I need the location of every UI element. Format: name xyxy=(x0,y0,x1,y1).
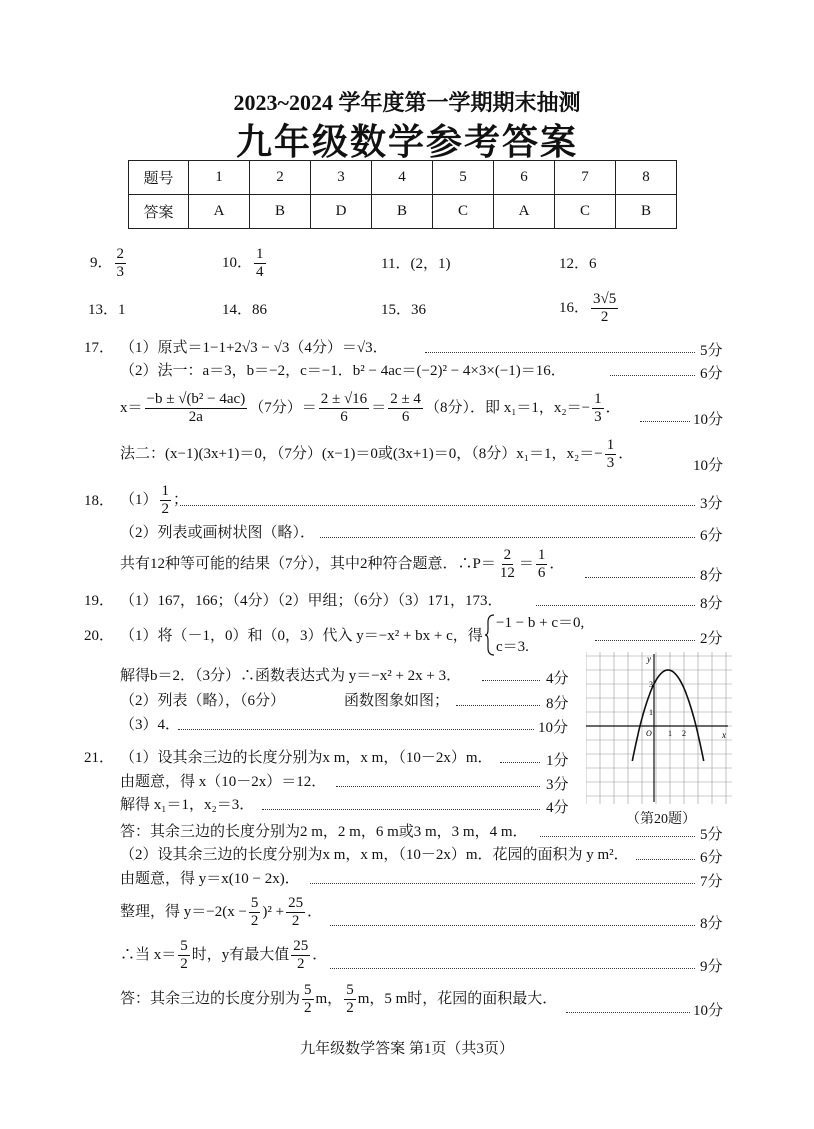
fraction xyxy=(291,938,310,973)
numerator: 2 ± 4 xyxy=(390,391,421,407)
score: 4分 xyxy=(546,800,569,816)
text: ∴当 x＝ xyxy=(120,946,177,963)
fraction xyxy=(145,391,248,426)
answer-12: 12．6 xyxy=(559,256,597,272)
table-cell: B xyxy=(372,195,433,229)
leader-dots xyxy=(640,421,690,422)
text: m，5 m时，花园的面积最大． xyxy=(357,990,558,1007)
answer-14: 14．86 xyxy=(222,302,268,318)
figure-caption: （第20题） xyxy=(626,812,696,827)
numerator: 2 xyxy=(503,547,512,563)
numerator: 25 xyxy=(288,895,304,911)
y-tick-label: 3 xyxy=(649,680,653,689)
q17-line-3 xyxy=(120,391,621,426)
numerator: 2 ± √16 xyxy=(320,391,368,407)
q17-line-4 xyxy=(120,437,633,472)
leader-dots xyxy=(456,705,540,706)
q17-line-2: （2）法一：a＝3，b＝−2，c＝−1．b² − 4ac＝(−2)² − 4×3×(−1)＝16． xyxy=(120,363,566,379)
origin-label: O xyxy=(646,729,652,738)
leader-dots xyxy=(180,505,695,506)
q21-line-4: 答：其余三边的长度分别为2 m，2 m，6 m或3 m，3 m，4 m． xyxy=(120,824,528,840)
q20-line-4: （3）4． xyxy=(120,717,181,733)
table-cell: 8 xyxy=(616,161,677,195)
denominator: 4 xyxy=(256,264,264,280)
table-cell: B xyxy=(250,195,311,229)
q21-line-8 xyxy=(120,938,327,973)
x-tick-label: 1 xyxy=(668,729,672,738)
score: 7分 xyxy=(700,874,723,890)
answer-11: 11．(2，1) xyxy=(381,256,451,272)
score: 1分 xyxy=(546,753,569,769)
table-row xyxy=(129,161,677,195)
text: m， xyxy=(315,990,343,1007)
fraction xyxy=(591,291,618,326)
numerator: 1 xyxy=(256,246,264,262)
q21-line-9 xyxy=(120,982,557,1017)
equation-system-line-1: −1 − b + c＝0, xyxy=(496,615,585,631)
question-17-label: 17． xyxy=(84,340,115,356)
question-21-label: 21． xyxy=(84,750,115,766)
answer-15: 15．36 xyxy=(381,302,427,318)
text: ； xyxy=(173,491,189,508)
q18-line-3 xyxy=(120,547,564,582)
leader-dots xyxy=(425,352,695,353)
text: 法二：(x−1)(3x+1)＝0，（7分）(x−1)＝0或(3x+1)＝0，（8分）x₁＝1，x₂＝− xyxy=(120,445,603,462)
text: 答：其余三边的长度分别为 xyxy=(120,990,301,1007)
leader-dots xyxy=(610,375,695,376)
numerator: 1 xyxy=(594,391,602,407)
answer-16 xyxy=(559,291,620,326)
q21-line-5: （2）设其余三边的长度分别为x m，x m，（10－2x）m．花园的面积为 y m²． xyxy=(120,847,629,863)
numerator: 1 xyxy=(606,437,615,453)
table-header-cell: 答案 xyxy=(129,195,189,229)
q21-line-3: 解得 x₁＝1，x₂＝3． xyxy=(120,797,255,813)
q19-line: （1）167，166；（4分）（2）甲组；（6分）（3）171，173． xyxy=(120,593,503,609)
score: 3分 xyxy=(700,496,723,512)
leader-dots xyxy=(310,883,695,884)
denominator: 2 xyxy=(600,309,609,325)
score: 5分 xyxy=(700,343,723,359)
left-brace-icon xyxy=(484,614,496,656)
y-axis-label: y xyxy=(647,654,651,664)
score: 6分 xyxy=(700,850,723,866)
leader-dots xyxy=(566,1012,690,1013)
q21-line-6: 由题意，得 y＝x(10 − 2x)． xyxy=(120,871,300,887)
table-cell: B xyxy=(616,195,677,229)
numerator: 1 xyxy=(537,547,546,563)
q20-line-2: 解得b＝2．（3分）∴函数表达式为 y＝−x² + 2x + 3． xyxy=(120,668,462,684)
table-cell: 3 xyxy=(311,161,372,195)
leader-dots xyxy=(330,968,695,969)
q21-line-2: 由题意，得 x（10－2x）＝12． xyxy=(120,774,327,790)
score: 6分 xyxy=(700,366,723,382)
fraction xyxy=(498,547,517,582)
x-tick-label: 2 xyxy=(682,729,686,738)
answer-9 xyxy=(90,246,128,281)
leader-dots xyxy=(536,605,695,606)
leader-dots xyxy=(320,537,695,538)
leader-dots xyxy=(585,577,695,578)
table-cell: 2 xyxy=(250,161,311,195)
fraction xyxy=(160,483,172,518)
score: 4分 xyxy=(546,671,569,687)
parabola-curve xyxy=(632,670,703,761)
numerator: 3√5 xyxy=(593,291,617,307)
table-cell: A xyxy=(494,195,555,229)
fraction xyxy=(536,547,548,582)
score: 10分 xyxy=(693,458,724,474)
score: 10分 xyxy=(693,1003,724,1019)
table-cell: 5 xyxy=(433,161,494,195)
score: 10分 xyxy=(693,412,724,428)
text: ． xyxy=(307,903,323,920)
numerator: 25 xyxy=(293,938,309,954)
numerator: 5 xyxy=(250,895,259,911)
denominator: 3 xyxy=(116,264,125,280)
denominator: 2 xyxy=(250,913,259,929)
denominator: 2 xyxy=(291,913,300,929)
leader-dots xyxy=(178,729,534,730)
fraction xyxy=(319,391,369,426)
parabola-graph xyxy=(586,652,732,804)
score: 8分 xyxy=(700,916,723,932)
denominator: 2 xyxy=(161,501,170,517)
table-cell: 6 xyxy=(494,161,555,195)
leader-dots xyxy=(330,925,695,926)
denominator: 2a xyxy=(188,409,203,425)
denominator: 6 xyxy=(401,409,410,425)
denominator: 3 xyxy=(606,455,615,471)
question-19-label: 19． xyxy=(84,593,115,609)
text: （8分）．即 x₁＝1，x₂＝− xyxy=(424,399,591,416)
text: ． xyxy=(605,399,621,416)
fraction xyxy=(286,895,305,930)
question-label: 16． xyxy=(559,299,590,316)
score: 6分 xyxy=(700,528,723,544)
table-cell: 4 xyxy=(372,161,433,195)
text: )² + xyxy=(262,903,285,920)
answer-table xyxy=(128,160,677,229)
numerator: 2 xyxy=(116,246,125,262)
denominator: 6 xyxy=(340,409,348,425)
table-row xyxy=(129,195,677,229)
table-cell: C xyxy=(433,195,494,229)
numerator: 1 xyxy=(161,483,170,499)
question-20-label: 20． xyxy=(84,628,115,644)
numerator: −b ± √(b² − 4ac) xyxy=(146,391,246,407)
leader-dots xyxy=(482,680,540,681)
q20-line-3b: 函数图象如图； xyxy=(344,693,450,709)
brace xyxy=(484,614,496,656)
leader-dots xyxy=(636,859,695,860)
fraction xyxy=(605,437,617,472)
denominator: 2 xyxy=(346,1000,354,1016)
text: （1） xyxy=(120,491,158,508)
text: ． xyxy=(618,445,634,462)
score: 5分 xyxy=(700,827,723,843)
table-cell: 7 xyxy=(555,161,616,195)
fraction xyxy=(344,982,356,1017)
fraction xyxy=(388,391,423,426)
denominator: 6 xyxy=(537,565,546,581)
parabola-graph-svg xyxy=(586,652,732,804)
q20-line-3a: （2）列表（略），（6分） xyxy=(120,693,286,709)
text: 时，y有最大值 xyxy=(191,946,290,963)
fraction xyxy=(178,938,190,973)
leader-dots xyxy=(595,640,695,641)
text: 整理，得 y＝−2(x − xyxy=(120,903,247,920)
text: ． xyxy=(312,946,328,963)
question-18-label: 18． xyxy=(84,493,115,509)
numerator: 5 xyxy=(180,938,188,954)
text: 共有12种等可能的结果（7分），其中2种符合题意．∴P＝ xyxy=(120,555,496,572)
denominator: 3 xyxy=(594,409,602,425)
denominator: 2 xyxy=(180,956,188,972)
denominator: 2 xyxy=(304,1000,312,1016)
document-title: 九年级数学参考答案 xyxy=(235,122,578,162)
score: 8分 xyxy=(700,568,723,584)
denominator: 12 xyxy=(499,565,515,581)
q18-line-2: （2）列表或画树状图（略）． xyxy=(120,525,316,541)
fraction xyxy=(302,982,314,1017)
fraction xyxy=(254,246,266,281)
question-label: 9． xyxy=(90,254,113,271)
leader-dots xyxy=(262,809,540,810)
answer-10 xyxy=(222,246,268,281)
answer-13: 13．1 xyxy=(88,302,126,318)
score: 10分 xyxy=(538,720,569,736)
question-label: 10． xyxy=(222,254,253,271)
fraction xyxy=(249,895,261,930)
y-tick-label: 1 xyxy=(649,708,653,717)
numerator: 5 xyxy=(346,982,354,998)
leader-dots xyxy=(336,786,540,787)
q20-line-1: （1）将（－1，0）和（0，3）代入 y＝−x² + bx + c，得 xyxy=(120,628,483,644)
score: 8分 xyxy=(700,596,723,612)
x-axis-label: x xyxy=(722,730,726,740)
q17-line-1: （1）原式＝1−1+2√3 − √3（4分）＝√3． xyxy=(120,340,388,356)
q21-line-1: （1）设其余三边的长度分别为x m，x m，（10－2x）m． xyxy=(120,750,493,766)
text: ． xyxy=(549,555,565,572)
q21-line-7 xyxy=(120,895,322,930)
leader-dots xyxy=(500,762,540,763)
text: ＝ xyxy=(518,555,534,572)
table-cell: C xyxy=(555,195,616,229)
equation-system-line-2: c＝3. xyxy=(496,639,529,655)
table-cell: 1 xyxy=(189,161,250,195)
q18-line-1 xyxy=(120,483,188,518)
table-header-cell: 题号 xyxy=(129,161,189,195)
text: ＝ xyxy=(371,399,387,416)
score: 2分 xyxy=(700,631,723,647)
score: 3分 xyxy=(546,777,569,793)
exam-title: 2023~2024 学年度第一学期期末抽测 xyxy=(233,90,581,115)
score: 9分 xyxy=(700,959,723,975)
fraction xyxy=(592,391,604,426)
numerator: 5 xyxy=(304,982,312,998)
text: x＝ xyxy=(120,399,143,416)
table-cell: A xyxy=(189,195,250,229)
denominator: 2 xyxy=(297,956,305,972)
text: （7分）＝ xyxy=(249,399,317,416)
leader-dots xyxy=(540,836,695,837)
table-cell: D xyxy=(311,195,372,229)
page-footer: 九年级数学答案 第1页（共3页） xyxy=(300,1041,514,1057)
score: 8分 xyxy=(546,696,569,712)
fraction xyxy=(115,246,127,281)
